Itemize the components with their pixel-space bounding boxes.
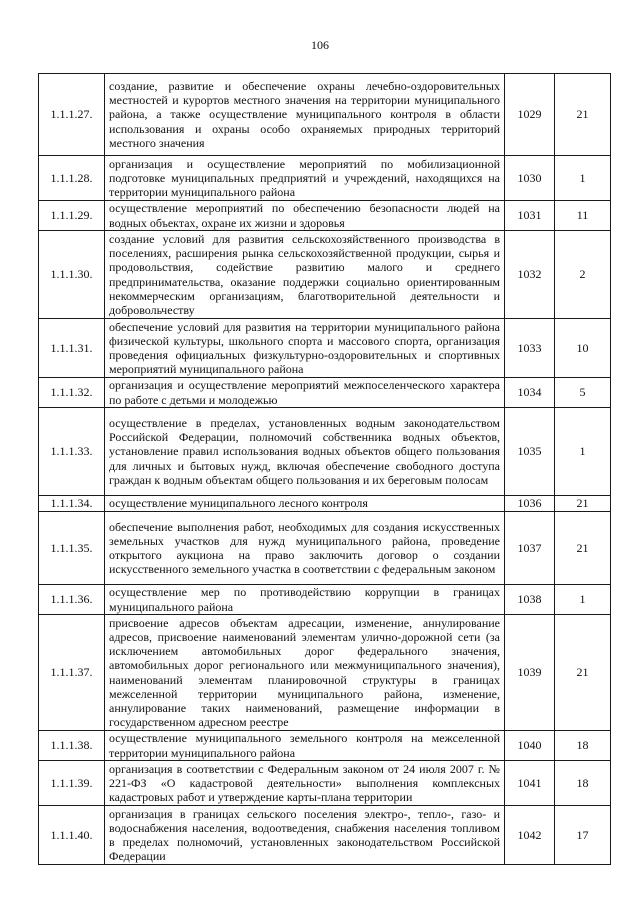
row-description: осуществление мероприятий по обеспечению безопасности людей на водных объектах, охране их жизни и здоровья [105, 201, 505, 231]
row-count: 1 [555, 408, 611, 496]
table-row [39, 319, 611, 378]
row-code: 1029 [505, 74, 555, 156]
row-description: осуществление в пределах, установленных водным законодательством Российской Федерации, полномочий собственника водных объектов, установление правил использования водных объектов общего пользования для личных и бытовых нужд, включая обеспечение свободного доступа граждан к водным объектам общего пользования и их береговым полосам [105, 408, 505, 496]
table-row [39, 806, 611, 865]
row-description: обеспечение условий для развития на территории муниципального района физической культуры, школьного спорта и массового спорта, организация проведения официальных физкультурно-оздоровительных и спортивных мероприятий муниципального района [105, 319, 505, 378]
row-code: 1034 [505, 378, 555, 408]
row-number: 1.1.1.33. [39, 408, 105, 496]
row-number: 1.1.1.36. [39, 585, 105, 615]
row-number: 1.1.1.29. [39, 201, 105, 231]
row-number: 1.1.1.40. [39, 806, 105, 865]
row-count: 21 [555, 615, 611, 731]
row-code: 1035 [505, 408, 555, 496]
row-count: 18 [555, 731, 611, 761]
row-description: создание, развитие и обеспечение охраны лечебно-оздоровительных местностей и курортов местного значения на территории муниципального района, а также осуществление муниципального контроля в области использования и охраны особо охраняемых природных территорий местного значения [105, 74, 505, 156]
row-count: 11 [555, 201, 611, 231]
table-row [39, 231, 611, 319]
row-code: 1042 [505, 806, 555, 865]
row-number: 1.1.1.32. [39, 378, 105, 408]
row-code: 1032 [505, 231, 555, 319]
table-row [39, 731, 611, 761]
table-row [39, 761, 611, 806]
row-number: 1.1.1.30. [39, 231, 105, 319]
row-code: 1031 [505, 201, 555, 231]
row-count: 5 [555, 378, 611, 408]
row-number: 1.1.1.37. [39, 615, 105, 731]
row-number: 1.1.1.27. [39, 74, 105, 156]
powers-table [38, 73, 611, 865]
row-count: 21 [555, 74, 611, 156]
row-code: 1030 [505, 156, 555, 201]
table-body [39, 74, 611, 865]
table-row [39, 74, 611, 156]
row-number: 1.1.1.31. [39, 319, 105, 378]
row-description: организация и осуществление мероприятий по мобилизационной подготовке муниципальных предприятий и учреждений, находящихся на территории муниципального района [105, 156, 505, 201]
row-count: 1 [555, 585, 611, 615]
row-code: 1033 [505, 319, 555, 378]
table-row [39, 201, 611, 231]
row-number: 1.1.1.28. [39, 156, 105, 201]
row-description: организация и осуществление мероприятий межпоселенческого характера по работе с детьми и молодежью [105, 378, 505, 408]
row-code: 1040 [505, 731, 555, 761]
row-code: 1039 [505, 615, 555, 731]
table-row [39, 585, 611, 615]
table-row [39, 156, 611, 201]
row-code: 1041 [505, 761, 555, 806]
row-description: создание условий для развития сельскохозяйственного производства в поселениях, расширения рынка сельскохозяйственной продукции, сырья и продовольствия, содействие развитию малого и среднего предпринимательства, оказание поддержки социально ориентированным некоммерческим организациям, благотворительной деятельности и добровольчеству [105, 231, 505, 319]
row-description: обеспечение выполнения работ, необходимых для создания искусственных земельных участков для нужд муниципального района, проведение открытого аукциона на право заключить договор о создании искусственного земельного участка в соответствии с федеральным законом [105, 512, 505, 585]
row-number: 1.1.1.34. [39, 496, 105, 512]
row-count: 2 [555, 231, 611, 319]
row-description: присвоение адресов объектам адресации, изменение, аннулирование адресов, присвоение наименований элементам улично-дорожной сети (за исключением автомобильных дорог федерального значения, автомобильных дорог регионального или межмуниципального значения), наименований элементам планировочной структуры в границах межселенной территории муниципального района, изменение, аннулирование таких наименований, размещение информации в государственном адресном реестре [105, 615, 505, 731]
table-row [39, 512, 611, 585]
table-row [39, 378, 611, 408]
table-row [39, 615, 611, 731]
row-description: осуществление муниципального лесного контроля [105, 496, 505, 512]
row-code: 1037 [505, 512, 555, 585]
row-number: 1.1.1.39. [39, 761, 105, 806]
table-row [39, 496, 611, 512]
row-count: 21 [555, 496, 611, 512]
row-count: 17 [555, 806, 611, 865]
row-description: организация в границах сельского поселения электро-, тепло-, газо- и водоснабжения населения, водоотведения, снабжения населения топливом в пределах полномочий, установленных законодательством Российской Федерации [105, 806, 505, 865]
row-count: 1 [555, 156, 611, 201]
row-description: осуществление мер по противодействию коррупции в границах муниципального района [105, 585, 505, 615]
row-description: организация в соответствии с Федеральным законом от 24 июля 2007 г. № 221-ФЗ «О кадастровой деятельности» выполнения комплексных кадастровых работ и утверждение карты-плана территории [105, 761, 505, 806]
row-count: 10 [555, 319, 611, 378]
row-count: 21 [555, 512, 611, 585]
row-number: 1.1.1.38. [39, 731, 105, 761]
row-code: 1038 [505, 585, 555, 615]
row-code: 1036 [505, 496, 555, 512]
table-row [39, 408, 611, 496]
row-number: 1.1.1.35. [39, 512, 105, 585]
page-number: 106 [311, 38, 329, 52]
row-count: 18 [555, 761, 611, 806]
row-description: осуществление муниципального земельного контроля на межселенной территории муниципального района [105, 731, 505, 761]
